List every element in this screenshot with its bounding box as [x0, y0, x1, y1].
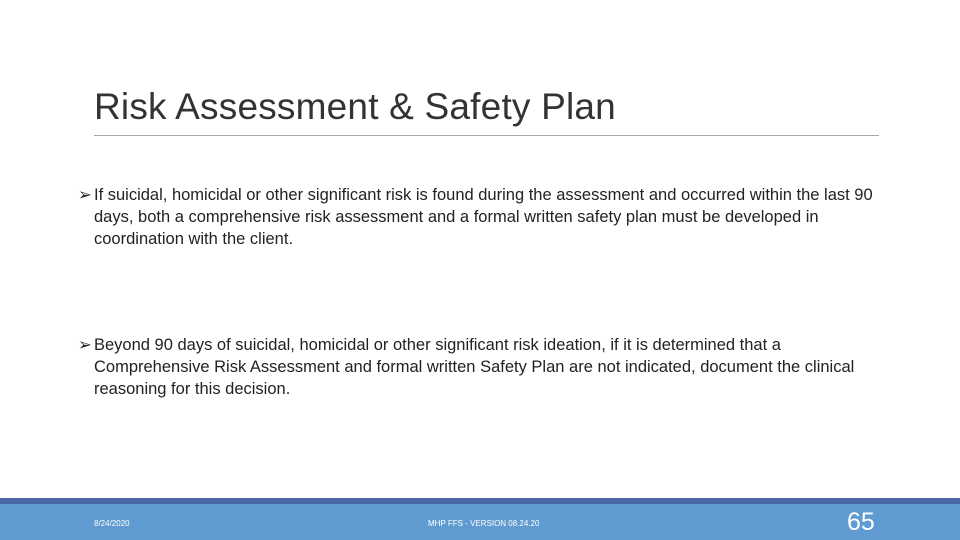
page-number: 65 [847, 508, 875, 536]
arrow-bullet-icon: ➢ [78, 336, 92, 354]
footer-date: 8/24/2020 [94, 519, 130, 528]
footer-bar [0, 504, 960, 540]
footer-version: MHP FFS - VERSION 08.24.20 [428, 519, 540, 528]
arrow-bullet-icon: ➢ [78, 186, 92, 204]
bullet-text: If suicidal, homicidal or other significant risk is found during the assessment and occurred within the last 90 days, both a comprehensive risk assessment and a formal written safety plan must be developed in coordination with the client. [94, 186, 873, 248]
bullet-item [78, 184, 894, 250]
bullet-text: Beyond 90 days of suicidal, homicidal or other significant risk ideation, if it is determined that a Comprehensive Risk Assessment and formal written Safety Plan are not indicated, document the clinical reasoning for this decision. [94, 336, 855, 398]
slide-title: Risk Assessment & Safety Plan [94, 86, 616, 127]
bullet-item [78, 334, 894, 400]
title-divider [94, 135, 879, 136]
